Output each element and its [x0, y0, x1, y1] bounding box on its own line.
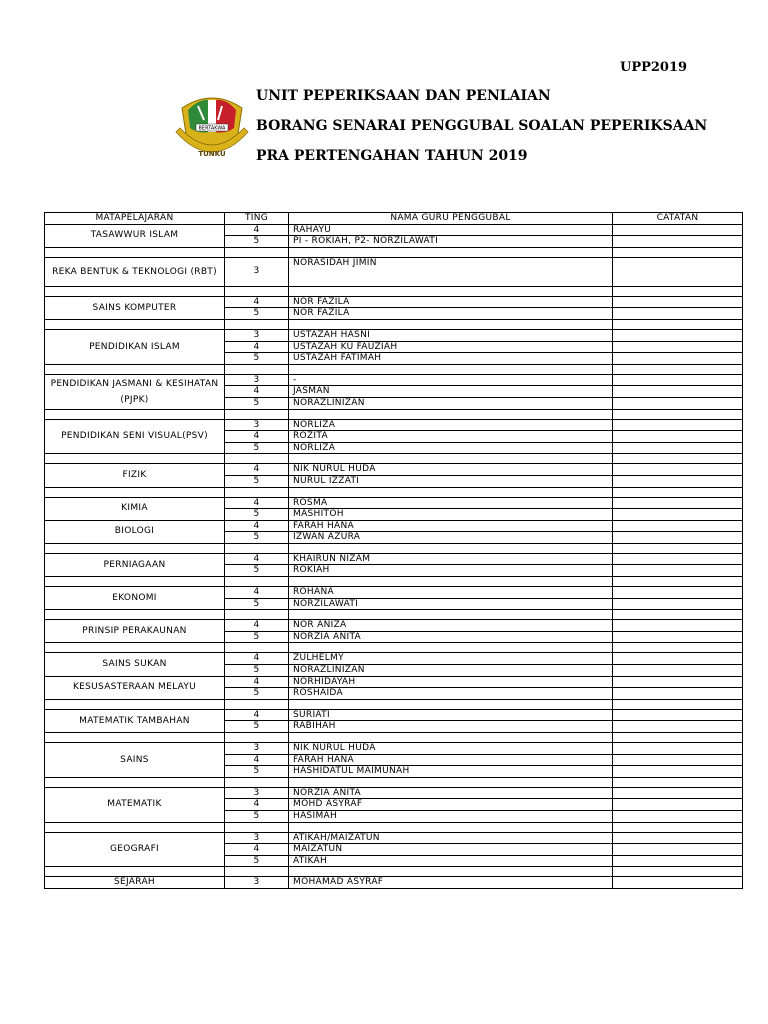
table-row	[45, 419, 743, 431]
ting-cell: 4	[225, 464, 289, 476]
document-code: UPP2019	[620, 60, 688, 75]
subject-cell: PRINSIP PERAKAUNAN	[45, 620, 225, 643]
notes-cell	[613, 442, 743, 454]
teacher-cell: MOHAMAD ASYRAF	[289, 877, 613, 889]
subject-cell: PENDIDIKAN JASMANI & KESIHATAN (PJPK)	[45, 374, 225, 409]
spacer-row	[45, 777, 743, 787]
ting-cell: 5	[225, 532, 289, 544]
subject-cell: SAINS SUKAN	[45, 653, 225, 676]
teacher-cell: USTAZAH FATIMAH	[289, 353, 613, 365]
notes-cell	[613, 665, 743, 677]
ting-cell: 5	[225, 855, 289, 867]
ting-cell: 4	[225, 799, 289, 811]
table-row	[45, 497, 743, 509]
subject-cell: BIOLOGI	[45, 520, 225, 543]
notes-cell	[613, 308, 743, 320]
teacher-cell: USTAZAH KU FAUZIAH	[289, 341, 613, 353]
notes-cell	[613, 553, 743, 565]
ting-cell: 4	[225, 754, 289, 766]
table-row	[45, 520, 743, 532]
teacher-cell: FARAH HANA	[289, 520, 613, 532]
teacher-cell: ATIKAH/MAIZATUN	[289, 832, 613, 844]
form-title: BORANG SENARAI PENGGUBAL SOALAN PEPERIKSAAN	[256, 118, 708, 134]
notes-cell	[613, 397, 743, 409]
teacher-cell: NORLIZA	[289, 442, 613, 454]
spacer-row	[45, 543, 743, 553]
teacher-cell: ROSHAIDA	[289, 688, 613, 700]
unit-title: UNIT PEPERIKSAAN DAN PENLAIAN	[256, 88, 551, 104]
table-body	[45, 224, 743, 888]
table-row	[45, 620, 743, 632]
ting-cell: 3	[225, 832, 289, 844]
teacher-cell: NORZIA ANITA	[289, 787, 613, 799]
teacher-cell: NORASIDAH JIMIN	[289, 257, 613, 286]
svg-text:BERTAKWA: BERTAKWA	[198, 125, 226, 132]
teacher-cell: NOR ANIZA	[289, 620, 613, 632]
teacher-cell: IZWAN AZURA	[289, 532, 613, 544]
notes-cell	[613, 565, 743, 577]
spacer-row	[45, 577, 743, 587]
table-row	[45, 587, 743, 599]
notes-cell	[613, 653, 743, 665]
table-row	[45, 832, 743, 844]
ting-cell: 5	[225, 308, 289, 320]
notes-cell	[613, 709, 743, 721]
spacer-row	[45, 247, 743, 257]
notes-cell	[613, 810, 743, 822]
teacher-cell: NORAZLINIZAN	[289, 665, 613, 677]
notes-cell	[613, 374, 743, 386]
spacer-row	[45, 409, 743, 419]
ting-cell: 4	[225, 296, 289, 308]
notes-cell	[613, 509, 743, 521]
spacer-row	[45, 319, 743, 329]
table-row	[45, 224, 743, 236]
notes-cell	[613, 520, 743, 532]
spacer-row	[45, 699, 743, 709]
spacer-row	[45, 454, 743, 464]
notes-cell	[613, 721, 743, 733]
notes-cell	[613, 353, 743, 365]
spacer-row	[45, 867, 743, 877]
subject-cell: SAINS	[45, 743, 225, 778]
table-row	[45, 653, 743, 665]
teacher-cell: RAHAYU	[289, 224, 613, 236]
teacher-cell: HASHIDATUL MAIMUNAH	[289, 766, 613, 778]
spacer-row	[45, 643, 743, 653]
subject-cell: EKONOMI	[45, 587, 225, 610]
teacher-cell: ROHANA	[289, 587, 613, 599]
notes-cell	[613, 598, 743, 610]
notes-cell	[613, 257, 743, 286]
notes-cell	[613, 620, 743, 632]
column-header: MATAPELAJARAN	[45, 213, 225, 225]
teacher-cell: MOHD ASYRAF	[289, 799, 613, 811]
teacher-cell: NORHIDAYAH	[289, 676, 613, 688]
subject-cell: PENDIDIKAN ISLAM	[45, 329, 225, 364]
notes-cell	[613, 236, 743, 248]
ting-cell: 4	[225, 553, 289, 565]
notes-cell	[613, 224, 743, 236]
ting-cell: 4	[225, 224, 289, 236]
ting-cell: 5	[225, 442, 289, 454]
table-row	[45, 257, 743, 286]
table-row	[45, 787, 743, 799]
table-row	[45, 464, 743, 476]
teacher-cell: NOR FAZILA	[289, 308, 613, 320]
teacher-cell: HASIMAH	[289, 810, 613, 822]
ting-cell: 4	[225, 844, 289, 856]
ting-cell: 4	[225, 587, 289, 599]
teacher-cell: JASMAN	[289, 386, 613, 398]
subject-cell: MATEMATIK TAMBAHAN	[45, 709, 225, 732]
notes-cell	[613, 419, 743, 431]
ting-cell: 5	[225, 688, 289, 700]
teacher-cell: NORLIZA	[289, 419, 613, 431]
teacher-cell: NORZILAWATI	[289, 598, 613, 610]
teacher-cell: ATIKAH	[289, 855, 613, 867]
notes-cell	[613, 464, 743, 476]
notes-cell	[613, 877, 743, 889]
ting-cell: 5	[225, 475, 289, 487]
subject-cell: FIZIK	[45, 464, 225, 487]
ting-cell: 5	[225, 810, 289, 822]
notes-cell	[613, 787, 743, 799]
notes-cell	[613, 799, 743, 811]
ting-cell: 4	[225, 709, 289, 721]
ting-cell: 4	[225, 431, 289, 443]
teacher-cell: RABIHAH	[289, 721, 613, 733]
table-row	[45, 877, 743, 889]
notes-cell	[613, 766, 743, 778]
ting-cell: 5	[225, 236, 289, 248]
spacer-row	[45, 610, 743, 620]
notes-cell	[613, 743, 743, 755]
teacher-cell: NURUL IZZATI	[289, 475, 613, 487]
ting-cell: 4	[225, 520, 289, 532]
subject-cell: REKA BENTUK & TEKNOLOGI (RBT)	[45, 257, 225, 286]
subject-cell: PERNIAGAAN	[45, 553, 225, 576]
teacher-cell: ROZITA	[289, 431, 613, 443]
subject-cell: TASAWWUR ISLAM	[45, 224, 225, 247]
notes-cell	[613, 587, 743, 599]
table-row	[45, 296, 743, 308]
table-row	[45, 553, 743, 565]
ting-cell: 5	[225, 766, 289, 778]
subject-cell: KIMIA	[45, 497, 225, 520]
spacer-row	[45, 822, 743, 832]
table-row	[45, 676, 743, 688]
ting-cell: 3	[225, 374, 289, 386]
notes-cell	[613, 688, 743, 700]
ting-cell: 5	[225, 665, 289, 677]
notes-cell	[613, 532, 743, 544]
ting-cell: 5	[225, 598, 289, 610]
ting-cell: 4	[225, 676, 289, 688]
teacher-cell: SURIATI	[289, 709, 613, 721]
teacher-cell: MASHITOH	[289, 509, 613, 521]
school-crest-logo	[174, 86, 250, 164]
ting-cell: 3	[225, 419, 289, 431]
notes-cell	[613, 296, 743, 308]
ting-cell: 3	[225, 743, 289, 755]
ting-cell: 4	[225, 386, 289, 398]
teacher-cell: NIK NURUL HUDA	[289, 743, 613, 755]
subject-cell: SEJARAH	[45, 877, 225, 889]
ting-cell: 5	[225, 565, 289, 577]
exam-title: PRA PERTENGAHAN TAHUN 2019	[256, 148, 528, 164]
ting-cell: 4	[225, 341, 289, 353]
ting-cell: 5	[225, 721, 289, 733]
teacher-cell: NOR FAZILA	[289, 296, 613, 308]
teacher-cell: NORZIA ANITA	[289, 631, 613, 643]
spacer-row	[45, 364, 743, 374]
table-row	[45, 743, 743, 755]
subject-cell: SAINS KOMPUTER	[45, 296, 225, 319]
notes-cell	[613, 832, 743, 844]
ting-cell: 5	[225, 397, 289, 409]
teacher-cell: ROSMA	[289, 497, 613, 509]
subject-cell: KESUSASTERAAN MELAYU	[45, 676, 225, 699]
ting-cell: 3	[225, 257, 289, 286]
spacer-row	[45, 487, 743, 497]
subject-cell: PENDIDIKAN SENI VISUAL(PSV)	[45, 419, 225, 454]
table-row	[45, 329, 743, 341]
notes-cell	[613, 329, 743, 341]
notes-cell	[613, 676, 743, 688]
teacher-cell: FARAH HANA	[289, 754, 613, 766]
teacher-cell: KHAIRUN NIZAM	[289, 553, 613, 565]
teacher-cell: MAIZATUN	[289, 844, 613, 856]
subject-cell: MATEMATIK	[45, 787, 225, 822]
notes-cell	[613, 631, 743, 643]
teacher-cell: ROKIAH	[289, 565, 613, 577]
notes-cell	[613, 754, 743, 766]
teacher-cell: NIK NURUL HUDA	[289, 464, 613, 476]
table-row	[45, 374, 743, 386]
ting-cell: 4	[225, 653, 289, 665]
ting-cell: 4	[225, 497, 289, 509]
ting-cell: 4	[225, 620, 289, 632]
table-row	[45, 709, 743, 721]
teacher-cell: -	[289, 374, 613, 386]
spacer-row	[45, 733, 743, 743]
notes-cell	[613, 386, 743, 398]
subject-cell: GEOGRAFI	[45, 832, 225, 867]
ting-cell: 5	[225, 353, 289, 365]
notes-cell	[613, 475, 743, 487]
notes-cell	[613, 497, 743, 509]
teacher-cell: NORAZLINIZAN	[289, 397, 613, 409]
teacher-cell: USTAZAH HASNI	[289, 329, 613, 341]
notes-cell	[613, 855, 743, 867]
column-header: TING	[225, 213, 289, 225]
ting-cell: 5	[225, 631, 289, 643]
ting-cell: 3	[225, 877, 289, 889]
table-header-row	[45, 213, 743, 225]
teacher-cell: PI - ROKIAH, P2- NORZILAWATI	[289, 236, 613, 248]
spacer-row	[45, 286, 743, 296]
ting-cell: 3	[225, 787, 289, 799]
column-header: CATATAN	[613, 213, 743, 225]
question-setter-table	[44, 212, 743, 889]
teacher-cell: ZULHELMY	[289, 653, 613, 665]
notes-cell	[613, 341, 743, 353]
ting-cell: 3	[225, 329, 289, 341]
ting-cell: 5	[225, 509, 289, 521]
svg-text:TUNKU: TUNKU	[198, 150, 226, 158]
notes-cell	[613, 431, 743, 443]
column-header: NAMA GURU PENGGUBAL	[289, 213, 613, 225]
notes-cell	[613, 844, 743, 856]
